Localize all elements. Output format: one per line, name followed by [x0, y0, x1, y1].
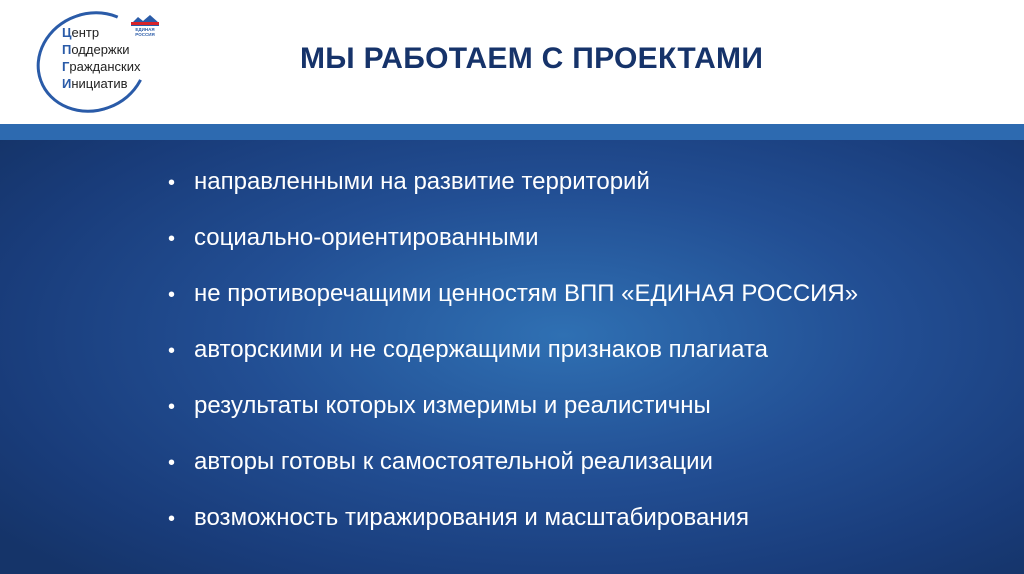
bullet-icon: •	[168, 508, 176, 530]
logo-line: Гражданских	[62, 59, 141, 74]
list-item: • авторы готовы к самостоятельной реализации	[168, 448, 713, 475]
bullet-icon: •	[168, 452, 176, 474]
list-item: • авторскими и не содержащими признаков плагиата	[168, 336, 769, 363]
logo-line: Центр	[62, 25, 100, 40]
bullet-icon: •	[168, 172, 176, 194]
header-stripe	[0, 124, 1024, 140]
list-item: • не противоречащими ценностям ВПП «ЕДИНАЯ РОССИЯ»	[168, 280, 859, 307]
bullet-icon: •	[168, 396, 176, 418]
slide-content	[0, 140, 1024, 574]
bullet-icon: •	[168, 284, 176, 306]
slide-header	[0, 0, 1024, 124]
party-logo-line-1: ЕДИНАЯ	[135, 27, 155, 32]
logo-line: Инициатив	[62, 76, 128, 91]
page-title: МЫ РАБОТАЕМ С ПРОЕКТАМИ	[300, 42, 764, 75]
party-logo-icon	[128, 12, 162, 38]
list-item: • результаты которых измеримы и реалистичны	[168, 392, 711, 419]
party-logo-line-2: РОССИЯ	[135, 32, 155, 37]
list-item: • направленными на развитие территорий	[168, 168, 650, 195]
bullet-icon: •	[168, 340, 176, 362]
logo-line: Поддержки	[62, 42, 130, 57]
bullet-icon: •	[168, 228, 176, 250]
bullet-list	[168, 168, 858, 560]
list-item: • социально-ориентированными	[168, 224, 539, 251]
list-item: • возможность тиражирования и масштабирования	[168, 504, 749, 531]
